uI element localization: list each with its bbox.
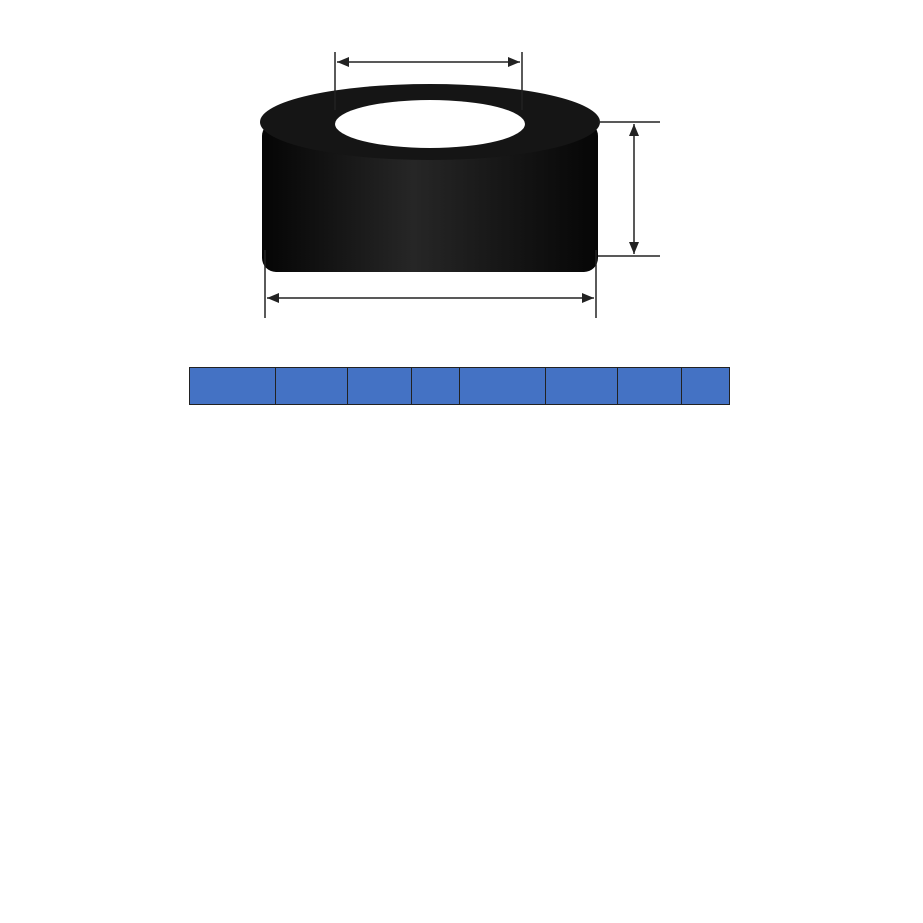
- header-pitch: [411, 368, 459, 405]
- spec-table: [189, 367, 730, 405]
- thickness-arrow-top: [629, 124, 639, 136]
- header-model-2: [459, 368, 545, 405]
- header-outer-diameter-2: [546, 368, 617, 405]
- header-thickness-2: [617, 368, 681, 405]
- bore-hole: [335, 100, 525, 148]
- gear-image: [260, 84, 600, 272]
- bore-arrow-left: [337, 57, 349, 67]
- header-pitch-2: [681, 368, 729, 405]
- thickness-arrow-bottom: [629, 242, 639, 254]
- od-arrow-left: [267, 293, 279, 303]
- bore-arrow-right: [508, 57, 520, 67]
- header-thickness: [347, 368, 411, 405]
- gear-dimension-figure: [0, 0, 923, 340]
- od-arrow-right: [582, 293, 594, 303]
- header-outer-diameter: [276, 368, 347, 405]
- table-header-row: [190, 368, 730, 405]
- header-model: [190, 368, 276, 405]
